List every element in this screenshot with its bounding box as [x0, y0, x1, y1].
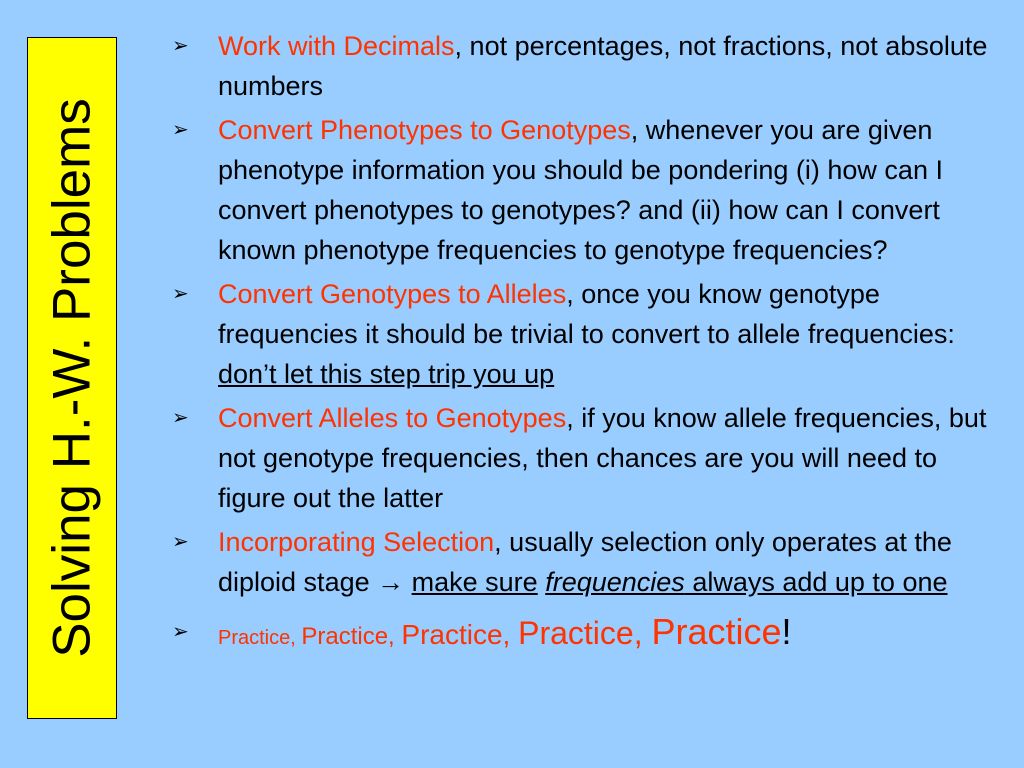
list-item	[172, 110, 1007, 270]
list-item	[172, 26, 1007, 106]
practice-word-3: Practice,	[401, 619, 519, 650]
arrow-bullet-icon: ➢	[172, 283, 189, 305]
list-item	[172, 398, 1007, 518]
item-heading: Convert Alleles to Genotypes	[218, 403, 567, 433]
underlined-phrase	[545, 567, 947, 597]
item-text	[218, 110, 1007, 270]
bullet-list	[172, 26, 1007, 662]
item-heading: Work with Decimals	[218, 31, 455, 61]
practice-word-1: Practice,	[218, 627, 302, 649]
item-body: , usually selection only operates at the diploid stage	[218, 527, 952, 597]
underlined-make-sure: make sure	[411, 567, 538, 597]
practice-word-2: Practice,	[301, 623, 402, 650]
item-heading: Incorporating Selection	[218, 527, 495, 557]
item-text	[218, 522, 1007, 602]
list-item	[172, 522, 1007, 602]
arrow-bullet-icon: ➢	[172, 407, 189, 429]
arrow-bullet-icon: ➢	[172, 621, 189, 643]
underlined-warning: don’t let this step trip you up	[218, 359, 555, 389]
slide-title: Solving H.-W. Problems	[42, 98, 102, 658]
item-text	[218, 398, 1007, 518]
item-heading: Convert Genotypes to Alleles	[218, 279, 567, 309]
arrow-bullet-icon: ➢	[172, 531, 189, 553]
item-body: , not percentages, not fractions, not absolute numbers	[218, 31, 988, 101]
item-body: , once you know genotype frequencies it should be trivial to convert to allele frequencies:	[218, 279, 955, 349]
practice-line	[218, 612, 1007, 658]
practice-word-4: Practice,	[518, 615, 652, 651]
arrow-bullet-icon: ➢	[172, 119, 189, 141]
item-text	[218, 26, 1007, 106]
right-arrow-icon: →	[377, 567, 405, 597]
title-box	[27, 37, 117, 719]
list-item	[172, 612, 1007, 658]
practice-exclamation: !	[781, 611, 792, 652]
item-text	[218, 274, 1007, 394]
item-body: , if you know allele frequencies, but not genotype frequencies, then chances are you will need to figure out the latter	[218, 403, 987, 513]
underlined-tail: always add up to one	[684, 567, 948, 597]
arrow-bullet-icon: ➢	[172, 35, 189, 57]
practice-word-5: Practice	[651, 611, 782, 652]
item-heading: Convert Phenotypes to Genotypes	[218, 115, 631, 145]
list-item	[172, 274, 1007, 394]
item-body: , whenever you are given phenotype information you should be pondering (i) how can I convert phenotypes to genotypes? and (ii) how can I convert known phenotype frequencies to genotype frequencies?	[218, 115, 943, 265]
italic-frequencies: frequencies	[545, 567, 685, 597]
